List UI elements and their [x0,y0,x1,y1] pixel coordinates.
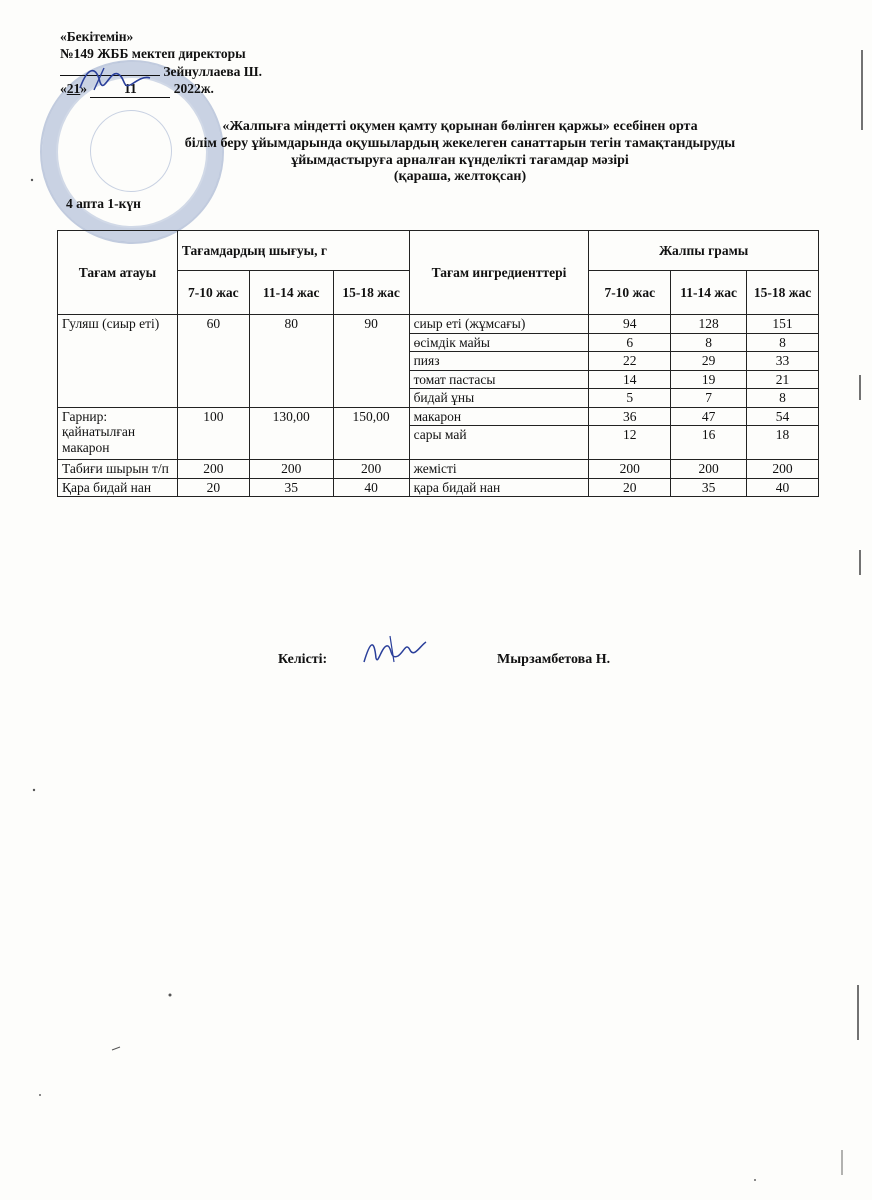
ingredient-grams-11-14: 128 [671,315,747,334]
ingredient-grams-15-18: 8 [747,389,819,408]
approval-position: №149 ЖББ мектеп директоры [60,46,246,62]
menu-table [57,230,819,497]
ingredient-name: сиыр еті (жұмсағы) [409,315,589,334]
dish-yield-7-10: 20 [177,478,249,497]
header-ingredients: Тағам ингредиенттері [409,231,589,315]
menu-title [60,119,860,186]
ingredient-grams-11-14: 16 [671,426,747,460]
ingredient-grams-15-18: 8 [747,333,819,352]
ingredient-grams-7-10: 20 [589,478,671,497]
director-signature [74,60,154,100]
header-total-age-15-18: 15-18 жас [747,271,819,315]
title-line-1: «Жалпыға міндетті оқумен қамту қорынан бөлінген қаржы» есебінен орта [222,119,698,134]
ingredient-grams-15-18: 40 [747,478,819,497]
approval-heading: «Бекітемін» [60,29,134,44]
ingredient-grams-7-10: 94 [589,315,671,334]
header-total-grams: Жалпы грамы [589,231,819,271]
dish-name: Гуляш (сиыр еті) [58,315,178,408]
agreed-label: Келісті: [278,652,328,667]
dish-yield-11-14: 130,00 [249,407,333,460]
ingredient-grams-7-10: 12 [589,426,671,460]
week-day-label: 4 апта 1-күн [66,196,141,211]
ingredient-grams-7-10: 200 [589,460,671,479]
dish-name: Табиғи шырын т/п [58,460,178,479]
ingredient-name: макарон [409,407,589,426]
title-line-3: ұйымдастыруға арналған күнделікті тағамдар мәзірі [291,152,629,168]
table-row [58,315,819,334]
title-line-4: (қараша, желтоқсан) [393,169,527,185]
approval-month: 11 [90,80,170,98]
ingredient-grams-11-14: 7 [671,389,747,408]
ingredient-grams-15-18: 18 [747,426,819,460]
ingredient-grams-7-10: 22 [589,352,671,371]
ingredient-grams-11-14: 35 [671,478,747,497]
ingredient-grams-7-10: 36 [589,407,671,426]
ingredient-name: пияз [409,352,589,371]
ingredient-name: бидай ұны [409,389,589,408]
header-total-age-7-10: 7-10 жас [589,271,671,315]
header-dish-name: Тағам атауы [58,231,178,315]
dish-yield-7-10: 60 [177,315,249,408]
header-yield-age-7-10: 7-10 жас [177,271,249,315]
approval-year: 2022ж. [173,80,214,96]
dish-name: Гарнир: қайнатылған макарон [58,407,178,460]
header-yield-age-15-18: 15-18 жас [333,271,409,315]
dish-yield-11-14: 200 [249,460,333,479]
ingredient-grams-7-10: 5 [589,389,671,408]
ingredient-grams-11-14: 47 [671,407,747,426]
dish-name: Қара бидай нан [58,478,178,497]
dish-yield-11-14: 80 [249,315,333,408]
ingredient-grams-15-18: 33 [747,352,819,371]
ingredient-grams-11-14: 8 [671,333,747,352]
approval-date: «21» 11 2022ж. [60,80,262,98]
header-yield: Тағамдардың шығуы, г [177,231,409,271]
ingredient-grams-7-10: 6 [589,333,671,352]
ingredient-name: жемісті [409,460,589,479]
agreed-name: Мырзамбетова Н. [497,652,611,667]
header-yield-age-11-14: 11-14 жас [249,271,333,315]
table-row [58,478,819,497]
ingredient-grams-15-18: 21 [747,370,819,389]
dish-yield-15-18: 90 [333,315,409,408]
director-name: Зейнуллаева Ш. [163,63,262,79]
ingredient-grams-15-18: 200 [747,460,819,479]
ingredient-name: томат пастасы [409,370,589,389]
title-line-2: білім беру ұйымдарында оқушылардың жекелеген санаттарын тегін тамақтандыруды [184,135,736,151]
table-row [58,407,819,426]
ingredient-grams-15-18: 54 [747,407,819,426]
ingredient-name: сары май [409,426,589,460]
ingredient-grams-11-14: 29 [671,352,747,371]
table-row [58,460,819,479]
ingredient-name: өсімдік майы [409,333,589,352]
approval-day: 21 [66,80,81,96]
agreed-signature [360,632,430,672]
ingredient-grams-11-14: 200 [671,460,747,479]
dish-yield-15-18: 40 [333,478,409,497]
ingredient-name: қара бидай нан [409,478,589,497]
ingredient-grams-7-10: 14 [589,370,671,389]
ingredient-grams-11-14: 19 [671,370,747,389]
dish-yield-15-18: 150,00 [333,407,409,460]
header-total-age-11-14: 11-14 жас [671,271,747,315]
dish-yield-7-10: 100 [177,407,249,460]
ingredient-grams-15-18: 151 [747,315,819,334]
dish-yield-7-10: 200 [177,460,249,479]
dish-yield-15-18: 200 [333,460,409,479]
dish-yield-11-14: 35 [249,478,333,497]
